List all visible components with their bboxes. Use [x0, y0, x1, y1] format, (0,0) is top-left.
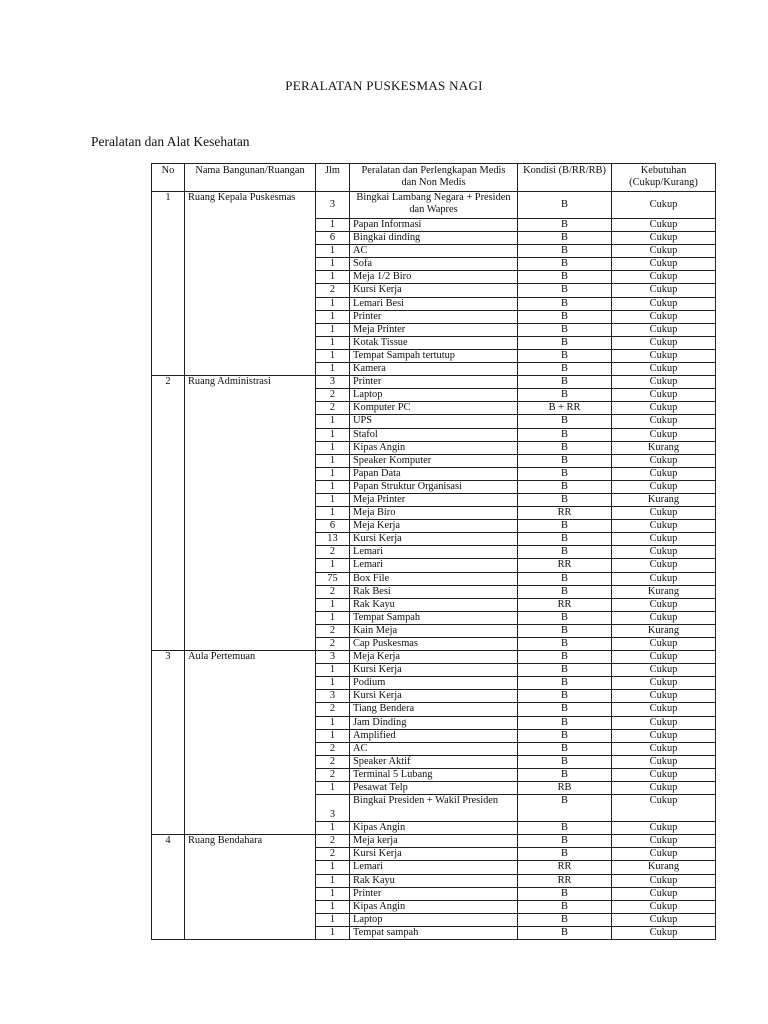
equipment-cell: Kipas Angin: [350, 900, 518, 913]
equipment-cell: Lemari: [350, 861, 518, 874]
quantity-cell: 2: [316, 402, 350, 415]
equipment-cell: Lemari Besi: [350, 297, 518, 310]
need-cell: Cukup: [612, 258, 716, 271]
need-cell: Cukup: [612, 874, 716, 887]
condition-cell: B: [518, 572, 612, 585]
condition-cell: B: [518, 454, 612, 467]
quantity-cell: 2: [316, 703, 350, 716]
quantity-cell: 3: [316, 690, 350, 703]
need-cell: Cukup: [612, 795, 716, 822]
quantity-cell: 2: [316, 835, 350, 848]
condition-cell: B: [518, 310, 612, 323]
need-cell: Cukup: [612, 611, 716, 624]
need-cell: Cukup: [612, 690, 716, 703]
need-cell: Cukup: [612, 520, 716, 533]
quantity-cell: 1: [316, 677, 350, 690]
quantity-cell: 1: [316, 611, 350, 624]
need-cell: Cukup: [612, 782, 716, 795]
quantity-cell: 2: [316, 284, 350, 297]
quantity-cell: 1: [316, 219, 350, 232]
equipment-cell: Speaker Aktif: [350, 755, 518, 768]
quantity-cell: 1: [316, 716, 350, 729]
need-cell: Cukup: [612, 887, 716, 900]
equipment-cell: Rak Besi: [350, 585, 518, 598]
need-cell: Cukup: [612, 835, 716, 848]
need-cell: Cukup: [612, 219, 716, 232]
equipment-table: [151, 163, 716, 940]
equipment-cell: Meja 1/2 Biro: [350, 271, 518, 284]
need-cell: Cukup: [612, 913, 716, 926]
need-cell: Cukup: [612, 284, 716, 297]
condition-cell: B: [518, 822, 612, 835]
equipment-cell: Rak Kayu: [350, 598, 518, 611]
room-name: Ruang Bendahara: [185, 835, 316, 940]
need-cell: Cukup: [612, 349, 716, 362]
quantity-cell: 1: [316, 454, 350, 467]
need-cell: Cukup: [612, 598, 716, 611]
equipment-cell: Komputer PC: [350, 402, 518, 415]
equipment-cell: Meja Kerja: [350, 520, 518, 533]
condition-cell: B: [518, 192, 612, 219]
equipment-cell: Speaker Komputer: [350, 454, 518, 467]
condition-cell: B: [518, 585, 612, 598]
condition-cell: B: [518, 284, 612, 297]
quantity-cell: 2: [316, 742, 350, 755]
condition-cell: B: [518, 520, 612, 533]
equipment-cell: AC: [350, 245, 518, 258]
need-cell: Cukup: [612, 192, 716, 219]
need-cell: Cukup: [612, 454, 716, 467]
equipment-cell: Papan Struktur Organisasi: [350, 480, 518, 493]
quantity-cell: 1: [316, 349, 350, 362]
quantity-cell: 1: [316, 245, 350, 258]
need-cell: Cukup: [612, 415, 716, 428]
need-cell: Cukup: [612, 480, 716, 493]
quantity-cell: 1: [316, 874, 350, 887]
equipment-cell: Papan Informasi: [350, 219, 518, 232]
need-cell: Cukup: [612, 926, 716, 939]
condition-cell: B: [518, 363, 612, 376]
condition-cell: B: [518, 768, 612, 781]
equipment-cell: Kursi Kerja: [350, 690, 518, 703]
equipment-cell: Box File: [350, 572, 518, 585]
quantity-cell: 1: [316, 310, 350, 323]
quantity-cell: 1: [316, 900, 350, 913]
header-equipment: Peralatan dan Perlengkapan Medis dan Non Medis: [350, 164, 518, 192]
condition-cell: RR: [518, 861, 612, 874]
need-cell: Cukup: [612, 402, 716, 415]
condition-cell: B: [518, 349, 612, 362]
condition-cell: B: [518, 533, 612, 546]
room-number: 3: [152, 651, 185, 835]
equipment-cell: Lemari: [350, 559, 518, 572]
condition-cell: B: [518, 441, 612, 454]
quantity-cell: 1: [316, 271, 350, 284]
equipment-cell: Cap Puskesmas: [350, 638, 518, 651]
equipment-cell: Printer: [350, 376, 518, 389]
need-cell: Kurang: [612, 441, 716, 454]
condition-cell: B: [518, 258, 612, 271]
equipment-cell: Bingkai Lambang Negara + Presiden dan Wapres: [350, 192, 518, 219]
room-name: Ruang Kepala Puskesmas: [185, 192, 316, 376]
equipment-cell: UPS: [350, 415, 518, 428]
equipment-cell: Tempat Sampah tertutup: [350, 349, 518, 362]
condition-cell: B: [518, 389, 612, 402]
quantity-cell: 1: [316, 415, 350, 428]
need-cell: Cukup: [612, 559, 716, 572]
quantity-cell: 75: [316, 572, 350, 585]
equipment-cell: Bingkai Presiden + Wakil Presiden: [350, 795, 518, 822]
equipment-cell: Amplified: [350, 729, 518, 742]
quantity-cell: 3: [316, 192, 350, 219]
quantity-cell: 1: [316, 428, 350, 441]
equipment-cell: Podium: [350, 677, 518, 690]
equipment-cell: Kursi Kerja: [350, 284, 518, 297]
quantity-cell: 1: [316, 467, 350, 480]
equipment-cell: Meja kerja: [350, 835, 518, 848]
need-cell: Cukup: [612, 467, 716, 480]
condition-cell: B: [518, 690, 612, 703]
condition-cell: B: [518, 638, 612, 651]
condition-cell: B: [518, 677, 612, 690]
header-name: Nama Bangunan/Ruangan: [185, 164, 316, 192]
need-cell: Cukup: [612, 677, 716, 690]
quantity-cell: 1: [316, 664, 350, 677]
equipment-cell: Printer: [350, 887, 518, 900]
condition-cell: B: [518, 664, 612, 677]
need-cell: Cukup: [612, 900, 716, 913]
quantity-cell: 1: [316, 729, 350, 742]
quantity-cell: 1: [316, 493, 350, 506]
quantity-cell: 13: [316, 533, 350, 546]
need-cell: Cukup: [612, 245, 716, 258]
equipment-cell: Jam Dinding: [350, 716, 518, 729]
equipment-cell: Bingkai dinding: [350, 232, 518, 245]
need-cell: Cukup: [612, 755, 716, 768]
need-cell: Kurang: [612, 624, 716, 637]
quantity-cell: 1: [316, 441, 350, 454]
need-cell: Cukup: [612, 664, 716, 677]
quantity-cell: 1: [316, 559, 350, 572]
equipment-cell: Kain Meja: [350, 624, 518, 637]
quantity-cell: 1: [316, 861, 350, 874]
condition-cell: B: [518, 926, 612, 939]
table-body: [152, 192, 716, 940]
condition-cell: B: [518, 848, 612, 861]
need-cell: Cukup: [612, 310, 716, 323]
quantity-cell: 2: [316, 848, 350, 861]
quantity-cell: 1: [316, 507, 350, 520]
condition-cell: RR: [518, 507, 612, 520]
condition-cell: B: [518, 742, 612, 755]
equipment-cell: Kamera: [350, 363, 518, 376]
table-header-row: [152, 164, 716, 192]
condition-cell: RB: [518, 782, 612, 795]
equipment-cell: Sofa: [350, 258, 518, 271]
equipment-cell: Rak Kayu: [350, 874, 518, 887]
condition-cell: B: [518, 297, 612, 310]
condition-cell: RR: [518, 598, 612, 611]
quantity-cell: 2: [316, 638, 350, 651]
need-cell: Kurang: [612, 585, 716, 598]
equipment-cell: Papan Data: [350, 467, 518, 480]
need-cell: Kurang: [612, 861, 716, 874]
room-number: 2: [152, 376, 185, 651]
need-cell: Kurang: [612, 493, 716, 506]
header-kebutuhan: Kebutuhan (Cukup/Kurang): [612, 164, 716, 192]
need-cell: Cukup: [612, 638, 716, 651]
equipment-cell: Pesawat Telp: [350, 782, 518, 795]
equipment-cell: Laptop: [350, 389, 518, 402]
condition-cell: B: [518, 415, 612, 428]
equipment-cell: Tiang Bendera: [350, 703, 518, 716]
need-cell: Cukup: [612, 572, 716, 585]
need-cell: Cukup: [612, 363, 716, 376]
condition-cell: B: [518, 219, 612, 232]
need-cell: Cukup: [612, 376, 716, 389]
equipment-cell: Meja Kerja: [350, 651, 518, 664]
need-cell: Cukup: [612, 428, 716, 441]
need-cell: Cukup: [612, 651, 716, 664]
quantity-cell: 1: [316, 363, 350, 376]
equipment-cell: Kursi Kerja: [350, 664, 518, 677]
condition-cell: B: [518, 887, 612, 900]
condition-cell: B: [518, 900, 612, 913]
need-cell: Cukup: [612, 533, 716, 546]
header-no: No: [152, 164, 185, 192]
condition-cell: B: [518, 245, 612, 258]
equipment-cell: Printer: [350, 310, 518, 323]
quantity-cell: 1: [316, 598, 350, 611]
need-cell: Cukup: [612, 716, 716, 729]
equipment-cell: Kotak Tissue: [350, 336, 518, 349]
condition-cell: RR: [518, 559, 612, 572]
equipment-cell: Tempat sampah: [350, 926, 518, 939]
condition-cell: B: [518, 703, 612, 716]
header-kondisi: Kondisi (B/RR/RB): [518, 164, 612, 192]
need-cell: Cukup: [612, 703, 716, 716]
equipment-cell: Tempat Sampah: [350, 611, 518, 624]
quantity-cell: 2: [316, 755, 350, 768]
quantity-cell: 3: [316, 795, 350, 822]
quantity-cell: 3: [316, 376, 350, 389]
quantity-cell: 1: [316, 480, 350, 493]
condition-cell: B: [518, 729, 612, 742]
equipment-cell: AC: [350, 742, 518, 755]
need-cell: Cukup: [612, 729, 716, 742]
condition-cell: B: [518, 835, 612, 848]
need-cell: Cukup: [612, 546, 716, 559]
quantity-cell: 2: [316, 585, 350, 598]
condition-cell: B: [518, 716, 612, 729]
condition-cell: B: [518, 611, 612, 624]
need-cell: Cukup: [612, 768, 716, 781]
quantity-cell: 1: [316, 336, 350, 349]
condition-cell: B: [518, 428, 612, 441]
equipment-cell: Laptop: [350, 913, 518, 926]
quantity-cell: 1: [316, 926, 350, 939]
condition-cell: B: [518, 323, 612, 336]
quantity-cell: 2: [316, 389, 350, 402]
equipment-cell: Meja Printer: [350, 323, 518, 336]
equipment-cell: Kursi Kerja: [350, 848, 518, 861]
quantity-cell: 6: [316, 520, 350, 533]
quantity-cell: 1: [316, 297, 350, 310]
need-cell: Cukup: [612, 323, 716, 336]
quantity-cell: 3: [316, 651, 350, 664]
room-name: Ruang Administrasi: [185, 376, 316, 651]
equipment-cell: Meja Biro: [350, 507, 518, 520]
equipment-cell: Meja Printer: [350, 493, 518, 506]
table-row: [152, 651, 716, 664]
condition-cell: B: [518, 651, 612, 664]
quantity-cell: 1: [316, 258, 350, 271]
quantity-cell: 2: [316, 768, 350, 781]
equipment-cell: Kursi Kerja: [350, 533, 518, 546]
condition-cell: B: [518, 755, 612, 768]
condition-cell: B: [518, 795, 612, 822]
equipment-cell: Lemari: [350, 546, 518, 559]
table-row: [152, 835, 716, 848]
equipment-cell: Kipas Angin: [350, 822, 518, 835]
section-subtitle: Peralatan dan Alat Kesehatan: [91, 134, 250, 149]
condition-cell: B: [518, 493, 612, 506]
room-number: 4: [152, 835, 185, 940]
condition-cell: B: [518, 232, 612, 245]
condition-cell: B: [518, 546, 612, 559]
condition-cell: B: [518, 336, 612, 349]
condition-cell: B: [518, 624, 612, 637]
need-cell: Cukup: [612, 389, 716, 402]
need-cell: Cukup: [612, 297, 716, 310]
quantity-cell: 1: [316, 323, 350, 336]
table-row: [152, 376, 716, 389]
condition-cell: B: [518, 480, 612, 493]
equipment-cell: Kipas Angin: [350, 441, 518, 454]
need-cell: Cukup: [612, 271, 716, 284]
need-cell: Cukup: [612, 507, 716, 520]
quantity-cell: 1: [316, 822, 350, 835]
need-cell: Cukup: [612, 232, 716, 245]
quantity-cell: 1: [316, 887, 350, 900]
need-cell: Cukup: [612, 848, 716, 861]
quantity-cell: 1: [316, 782, 350, 795]
equipment-cell: Terminal 5 Lubang: [350, 768, 518, 781]
page-title: PERALATAN PUSKESMAS NAGI: [285, 78, 483, 93]
quantity-cell: 1: [316, 913, 350, 926]
table-row: [152, 192, 716, 219]
condition-cell: B: [518, 467, 612, 480]
condition-cell: B: [518, 271, 612, 284]
room-name: Aula Pertemuan: [185, 651, 316, 835]
quantity-cell: 2: [316, 546, 350, 559]
quantity-cell: 2: [316, 624, 350, 637]
header-jlm: Jlm: [316, 164, 350, 192]
need-cell: Cukup: [612, 822, 716, 835]
need-cell: Cukup: [612, 336, 716, 349]
condition-cell: RR: [518, 874, 612, 887]
quantity-cell: 6: [316, 232, 350, 245]
room-number: 1: [152, 192, 185, 376]
condition-cell: B + RR: [518, 402, 612, 415]
condition-cell: B: [518, 913, 612, 926]
need-cell: Cukup: [612, 742, 716, 755]
condition-cell: B: [518, 376, 612, 389]
equipment-cell: Stafol: [350, 428, 518, 441]
